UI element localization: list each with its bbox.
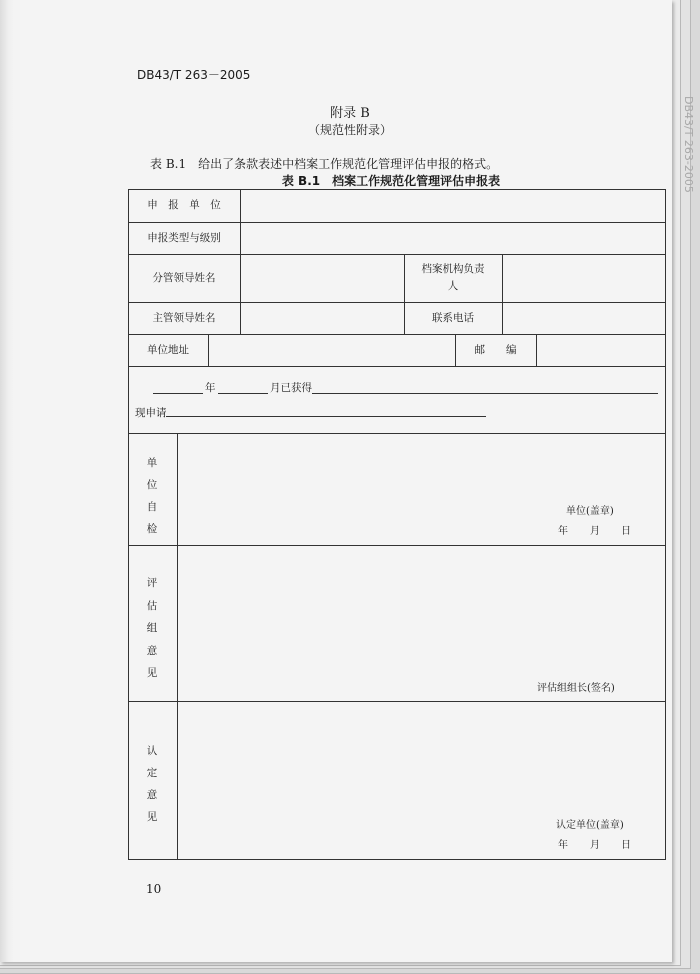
bleed-through-text: DB43/T 263-2005 [682, 96, 695, 193]
label-leader-in-charge: 分管领导姓名 [152, 271, 216, 284]
field-assessment-opinion[interactable] [178, 546, 665, 671]
self-check-label: 单 位 自 检 [146, 457, 158, 535]
blank-obtained-title[interactable] [312, 380, 658, 394]
approval-label: 认 定 意 见 [146, 745, 158, 823]
statement-year-label: 年 [205, 382, 216, 394]
approval-year: 年 [558, 840, 568, 851]
label-archive-head: 档案机构负责人 [421, 263, 485, 292]
label-application-type: 申报类型与级别 [147, 231, 221, 244]
field-self-check[interactable] [178, 434, 665, 494]
field-address[interactable] [209, 335, 455, 366]
intro-paragraph: 表 B.1 给出了条款表述中档案工作规范化管理评估申报的格式。 [150, 157, 499, 171]
table-caption: 表 B.1 档案工作规范化管理评估申报表 [281, 174, 501, 188]
appendix-title: 附录 B [330, 106, 370, 121]
self-check-month: 月 [590, 526, 600, 537]
approval-day: 日 [621, 840, 631, 851]
row-divider [128, 366, 666, 367]
approval-signer: 认定单位(盖章) [556, 820, 624, 831]
blank-year[interactable] [153, 380, 203, 394]
table-border [665, 189, 666, 860]
field-main-leader[interactable] [241, 303, 404, 334]
field-approval-opinion[interactable] [178, 702, 665, 807]
table-border [128, 859, 666, 860]
assessment-signer: 评估组组长(签名) [537, 683, 615, 694]
statement-obtained-label: 月已获得 [270, 382, 312, 394]
field-applicant-unit[interactable] [241, 190, 665, 222]
label-postcode: 邮 编 [474, 343, 517, 356]
field-phone[interactable] [503, 303, 665, 334]
label-address: 单位地址 [147, 343, 189, 356]
label-applicant-unit: 申 报 单 位 [147, 199, 221, 211]
document-id: DB43/T 263－2005 [137, 68, 251, 82]
self-check-year: 年 [558, 526, 568, 537]
self-check-day: 日 [621, 526, 631, 537]
label-phone: 联系电话 [432, 311, 474, 324]
field-postcode[interactable] [537, 335, 665, 366]
field-leader-in-charge[interactable] [241, 255, 404, 302]
blank-apply-title[interactable] [166, 403, 486, 417]
label-main-leader: 主管领导姓名 [152, 311, 216, 324]
statement-apply-label: 现申请 [135, 407, 167, 419]
field-application-type[interactable] [241, 223, 665, 254]
field-archive-head[interactable] [503, 255, 665, 302]
page-number: 10 [146, 882, 162, 896]
approval-month: 月 [590, 840, 600, 851]
blank-month[interactable] [218, 380, 268, 394]
assessment-label: 评 估 组 意 见 [146, 577, 158, 679]
appendix-subtitle: （规范性附录） [307, 123, 392, 137]
self-check-signer: 单位(盖章) [566, 506, 614, 517]
page-edge-shadow [0, 0, 14, 962]
